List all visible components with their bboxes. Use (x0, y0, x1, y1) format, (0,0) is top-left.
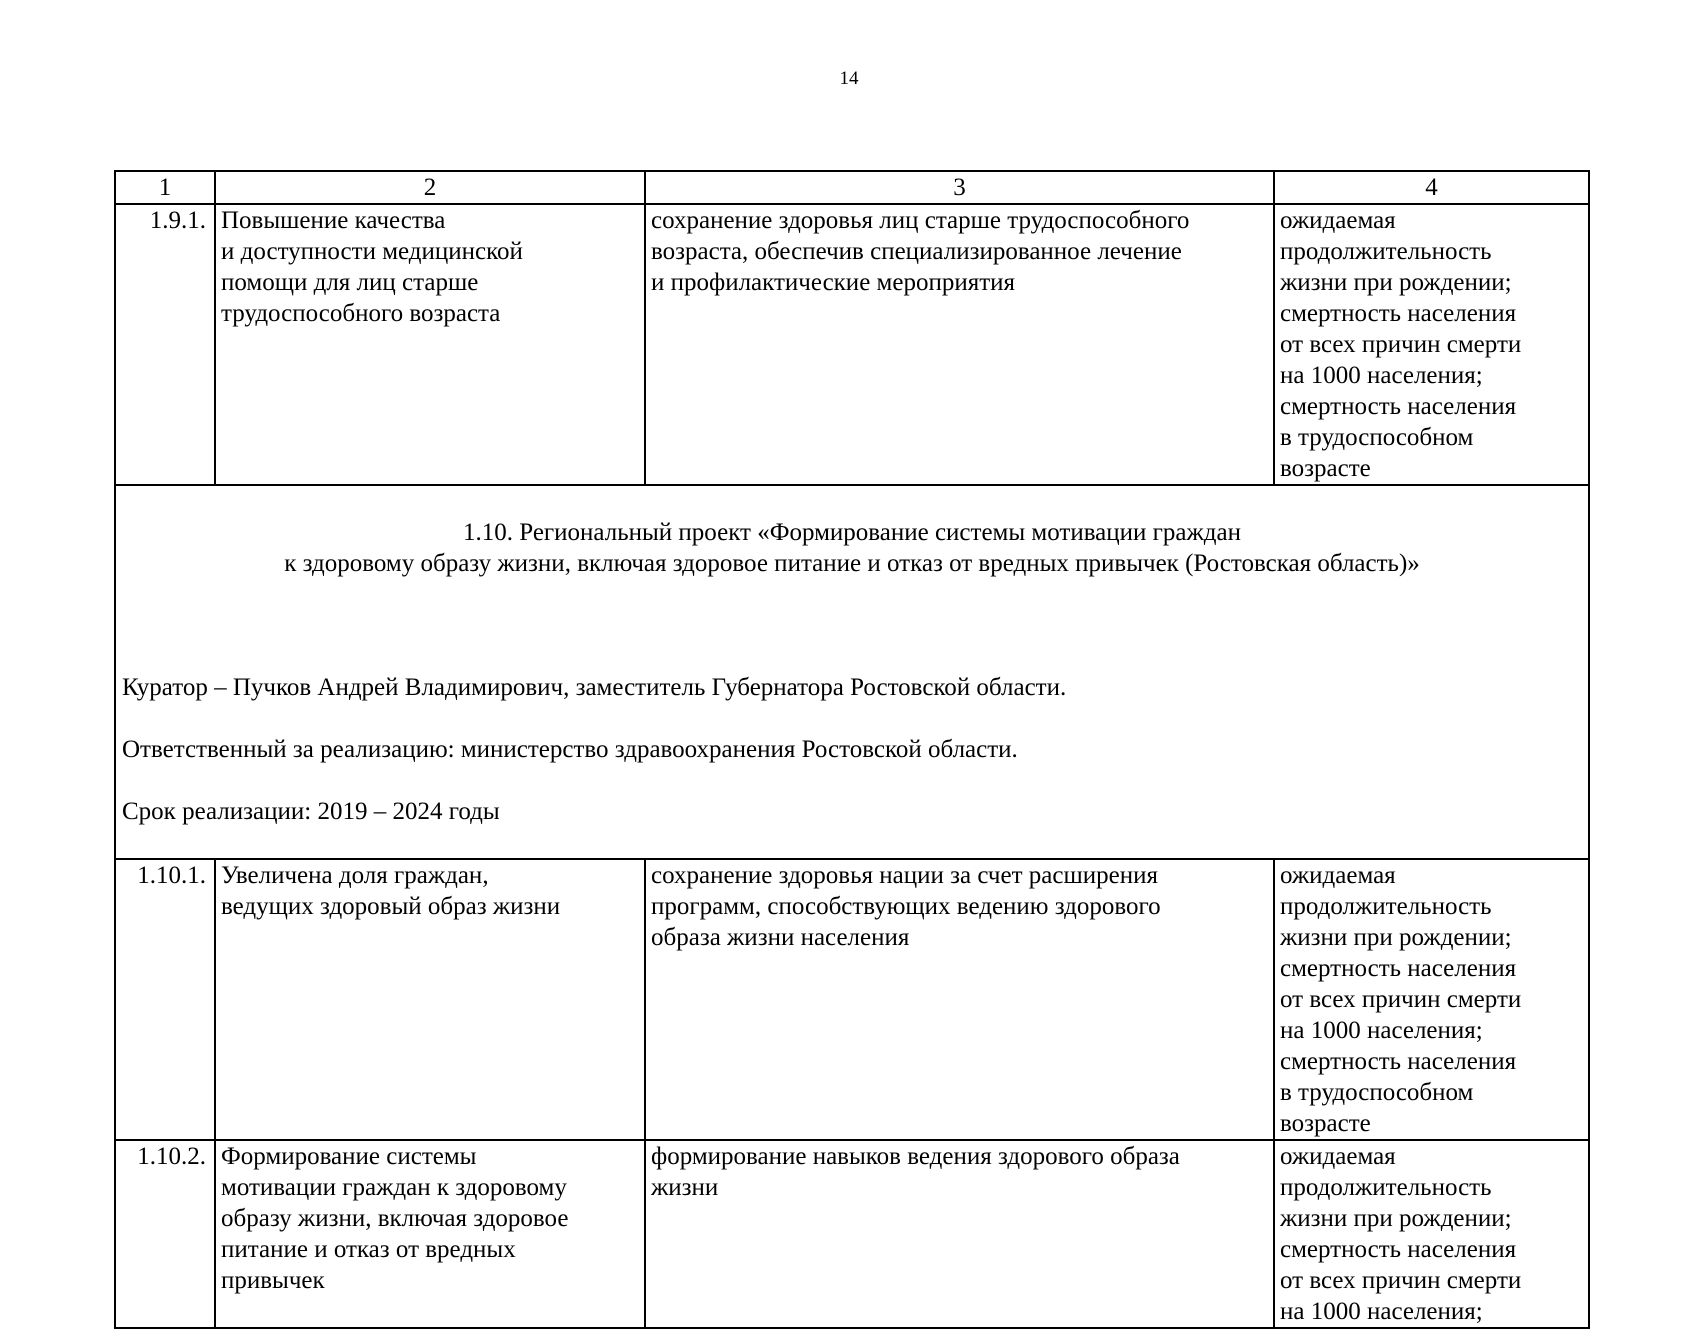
table-row (115, 1140, 1589, 1328)
task-cell: Повышение качества и доступности медицинской помощи для лиц старше трудоспособного возраста (215, 204, 645, 485)
page-number: 14 (839, 68, 859, 89)
goals-table (114, 170, 1590, 1329)
table-row (115, 859, 1589, 1140)
section-curator: Куратор – Пучков Андрей Владимирович, заместитель Губернатора Ростовской области. (122, 674, 1067, 701)
column-header-1: 1 (115, 171, 215, 204)
indicator-cell: ожидаемая продолжительность жизни при рождении; смертность населения от всех причин смерти на 1000 населения; смертность населения в трудоспособном возрасте (1274, 859, 1589, 1140)
indicator-cell: ожидаемая продолжительность жизни при рождении; смертность населения от всех причин смерти на 1000 населения; смертность населения в трудоспособном возрасте (1274, 204, 1589, 485)
section-cell (115, 485, 1589, 859)
table-header-row (115, 171, 1589, 204)
row-number: 1.9.1. (115, 204, 215, 485)
section-spacer (122, 610, 1582, 641)
section-term: Срок реализации: 2019 – 2024 годы (122, 798, 500, 825)
table-row (115, 204, 1589, 485)
indicator-cell: ожидаемая продолжительность жизни при рождении; смертность населения от всех причин смерти на 1000 населения; (1274, 1140, 1589, 1328)
section-row (115, 485, 1589, 859)
task-cell: Формирование системы мотивации граждан к здоровому образу жизни, включая здоровое питание и отказ от вредных привычек (215, 1140, 645, 1328)
task-cell: Увеличена доля граждан, ведущих здоровый образ жизни (215, 859, 645, 1140)
description-cell: сохранение здоровья нации за счет расширения программ, способствующих ведению здорового образа жизни населения (645, 859, 1274, 1140)
section-responsible: Ответственный за реализацию: министерство здравоохранения Ростовской области. (122, 736, 1018, 763)
section-title: 1.10. Региональный проект «Формирование системы мотивации граждан к здоровому образу жизни, включая здоровое питание и отказ от вредных привычек (Ростовская область)» (284, 519, 1420, 577)
description-cell: формирование навыков ведения здорового образа жизни (645, 1140, 1274, 1328)
description-cell: сохранение здоровья лиц старше трудоспособного возраста, обеспечив специализированное лечение и профилактические мероприятия (645, 204, 1274, 485)
column-header-4: 4 (1274, 171, 1589, 204)
column-header-3: 3 (645, 171, 1274, 204)
column-header-2: 2 (215, 171, 645, 204)
row-number: 1.10.1. (115, 859, 215, 1140)
row-number: 1.10.2. (115, 1140, 215, 1328)
